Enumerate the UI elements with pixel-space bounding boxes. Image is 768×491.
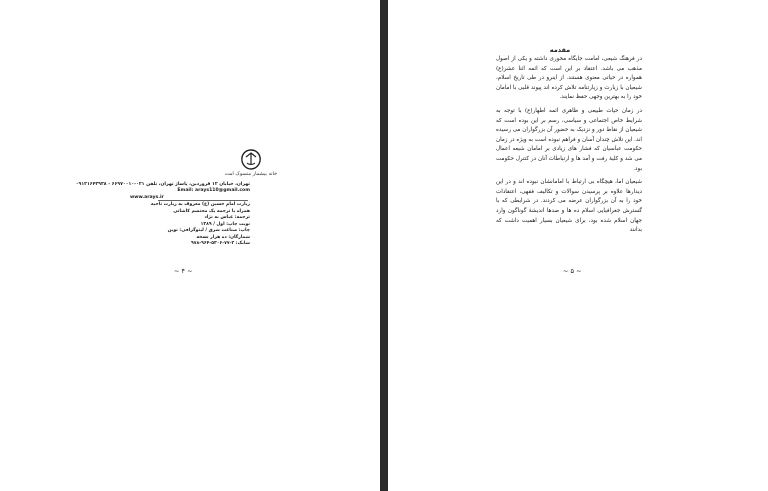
publisher-logo-icon xyxy=(234,147,268,173)
credit-line: همراه با ترجمه یک محتشم کاشانی xyxy=(173,208,250,214)
credit-line: شابک: ۲-۷۷-۵۳۰۶-۹۶۴-۹۷۸ xyxy=(190,241,250,246)
credit-line: نوبت چاپ: اول / ۱۳۸۹ xyxy=(200,221,250,227)
left-page xyxy=(0,0,380,491)
credit-line: چاپ: صناعت شرق / لیتوگرافی: نوین xyxy=(167,228,250,233)
publisher-email: Email: arays110@gmail.com xyxy=(177,188,250,194)
body-text xyxy=(496,55,642,240)
right-page-number: ~ ۵ ~ xyxy=(563,267,582,275)
publisher-contact xyxy=(75,182,250,201)
book-credits xyxy=(150,202,250,248)
paragraph: در فرهنگ شیعی، امامت جایگاه محوری داشته و یکی از اصول مذهب می باشد. اعتقاد بر این است که ائمه اثنا عشر(ع) همواره در حیاتی معنوی هستند. از اینرو در طی تاریخ اسلام، شیعیان با زیارت و زیارتنامه تلاش کرده اند پیوند قلبی با امامان خود را به بهترین وجهی حفظ نمایند. xyxy=(496,56,642,101)
credit-line: شمارگان: ده هزار نسخه xyxy=(196,234,250,240)
book-gutter xyxy=(380,0,388,491)
logo-caption: خانه بیشمار منسوک امت xyxy=(224,171,278,177)
page-title: مقدمه xyxy=(549,46,571,54)
publisher-address: تهران، خیابان ۱۲ فروردین، پاساژ تهران، تلفن ۰۲۱-۶۶۹۷۰۰۱۰ - ۰۹۱۲۱۶۴۳۹۳۸ xyxy=(75,182,250,187)
credit-line: ترجمه: عباس به نژاد xyxy=(204,215,250,220)
credit-line: زیارت امام حسین (ع) معروف به زیارت ناحیه xyxy=(150,202,250,207)
paragraph: شیعیان اما، هیچگاه بی ارتباط با امامانشان نبوده اند و در این دیدارها علاوه بر پرسیدن سوالات و تکالیف فقهی، اعتقادات خود را به آن بزرگواران عرضه می کردند. در شرایطی که با گسترش جغرافیایی اسلام ده ها و صدها اندیشهٔ گوناگون وارد جهان اسلام شده بود، برای شیعیان بسیار اهمیت داشت که بدانند xyxy=(496,179,642,234)
paragraph: در زمان حیات طبیعی و ظاهری ائمه اطهار(ع) با توجه به شرایط خاص اجتماعی و سیاسی، رسم بر این بوده است که شیعیان از نقاط دور و نزدیک به حضور آن بزرگواران می رسیده اند. این تلاش چندان آسان و فراهم نبوده است به ویژه در زمان حکومت عباسیان که فشار های زیادی بر امامان شیعه اعمال می شد و کلیهٔ رفت و آمد ها و ارتباطات آنان در کنترل حکومت بود. xyxy=(496,107,642,172)
left-page-number: ~ ۴ ~ xyxy=(174,267,193,275)
publisher-website: www.arays.ir xyxy=(130,194,164,200)
divider xyxy=(158,200,248,201)
